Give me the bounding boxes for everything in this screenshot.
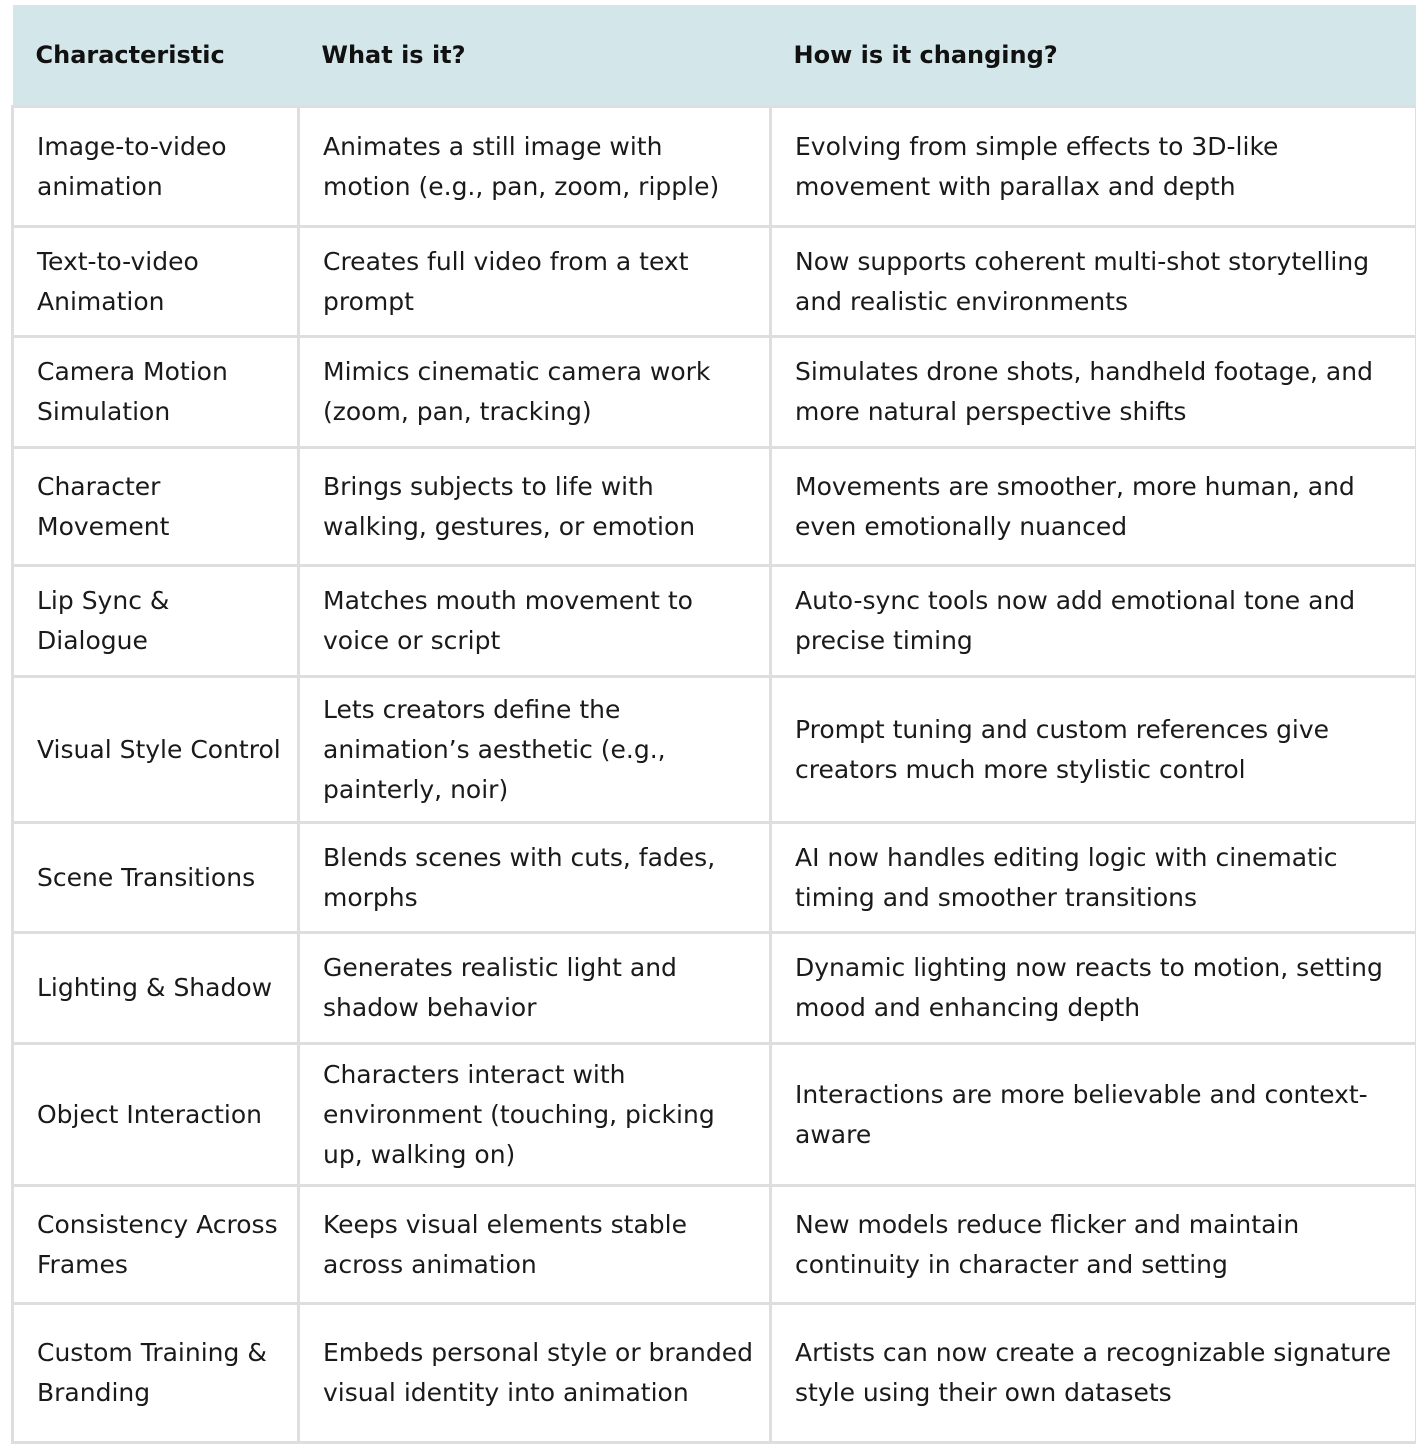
cell-how: Interactions are more believable and context-aware [771, 1044, 1416, 1186]
cell-characteristic: Object Interaction [13, 1044, 299, 1186]
cell-how: New models reduce flicker and maintain continuity in character and setting [771, 1186, 1416, 1304]
cell-characteristic: Lip Sync & Dialogue [13, 566, 299, 677]
table-row [13, 1044, 1416, 1186]
table-row [13, 566, 1416, 677]
cell-characteristic: Visual Style Control [13, 677, 299, 823]
table-row [13, 823, 1416, 933]
table-row [13, 107, 1416, 227]
table-header [13, 5, 1416, 107]
header-characteristic: Characteristic [13, 5, 299, 107]
cell-what: Animates a still image with motion (e.g., pan, zoom, ripple) [299, 107, 771, 227]
cell-how: AI now handles editing logic with cinematic timing and smoother transitions [771, 823, 1416, 933]
table-row [13, 677, 1416, 823]
table-row [13, 1304, 1416, 1443]
cell-how: Dynamic lighting now reacts to motion, setting mood and enhancing depth [771, 933, 1416, 1044]
cell-what: Matches mouth movement to voice or script [299, 566, 771, 677]
cell-what: Generates realistic light and shadow behavior [299, 933, 771, 1044]
comparison-table-container [11, 5, 1415, 1444]
table-row [13, 1186, 1416, 1304]
cell-what: Blends scenes with cuts, fades, morphs [299, 823, 771, 933]
cell-how: Movements are smoother, more human, and even emotionally nuanced [771, 448, 1416, 566]
cell-characteristic: Character Movement [13, 448, 299, 566]
cell-what: Creates full video from a text prompt [299, 227, 771, 337]
cell-how: Prompt tuning and custom references give creators much more stylistic control [771, 677, 1416, 823]
table-body [13, 107, 1416, 1443]
cell-how: Now supports coherent multi-shot storytelling and realistic environments [771, 227, 1416, 337]
cell-how: Artists can now create a recognizable signature style using their own datasets [771, 1304, 1416, 1443]
cell-characteristic: Image-to-video animation [13, 107, 299, 227]
cell-what: Characters interact with environment (touching, picking up, walking on) [299, 1044, 771, 1186]
cell-characteristic: Text-to-video Animation [13, 227, 299, 337]
header-how-is-it-changing: How is it changing? [771, 5, 1416, 107]
cell-how: Auto-sync tools now add emotional tone and precise timing [771, 566, 1416, 677]
header-what-is-it: What is it? [299, 5, 771, 107]
cell-characteristic: Lighting & Shadow [13, 933, 299, 1044]
cell-characteristic: Custom Training & Branding [13, 1304, 299, 1443]
comparison-table [11, 5, 1416, 1444]
table-row [13, 933, 1416, 1044]
cell-what: Embeds personal style or branded visual identity into animation [299, 1304, 771, 1443]
cell-what: Brings subjects to life with walking, gestures, or emotion [299, 448, 771, 566]
table-row [13, 337, 1416, 448]
cell-what: Lets creators define the animation’s aesthetic (e.g., painterly, noir) [299, 677, 771, 823]
cell-characteristic: Scene Transitions [13, 823, 299, 933]
cell-characteristic: Consistency Across Frames [13, 1186, 299, 1304]
cell-characteristic: Camera Motion Simulation [13, 337, 299, 448]
table-row [13, 448, 1416, 566]
header-row [13, 5, 1416, 107]
cell-what: Keeps visual elements stable across animation [299, 1186, 771, 1304]
cell-how: Evolving from simple effects to 3D-like movement with parallax and depth [771, 107, 1416, 227]
cell-how: Simulates drone shots, handheld footage, and more natural perspective shifts [771, 337, 1416, 448]
cell-what: Mimics cinematic camera work (zoom, pan, tracking) [299, 337, 771, 448]
table-row [13, 227, 1416, 337]
